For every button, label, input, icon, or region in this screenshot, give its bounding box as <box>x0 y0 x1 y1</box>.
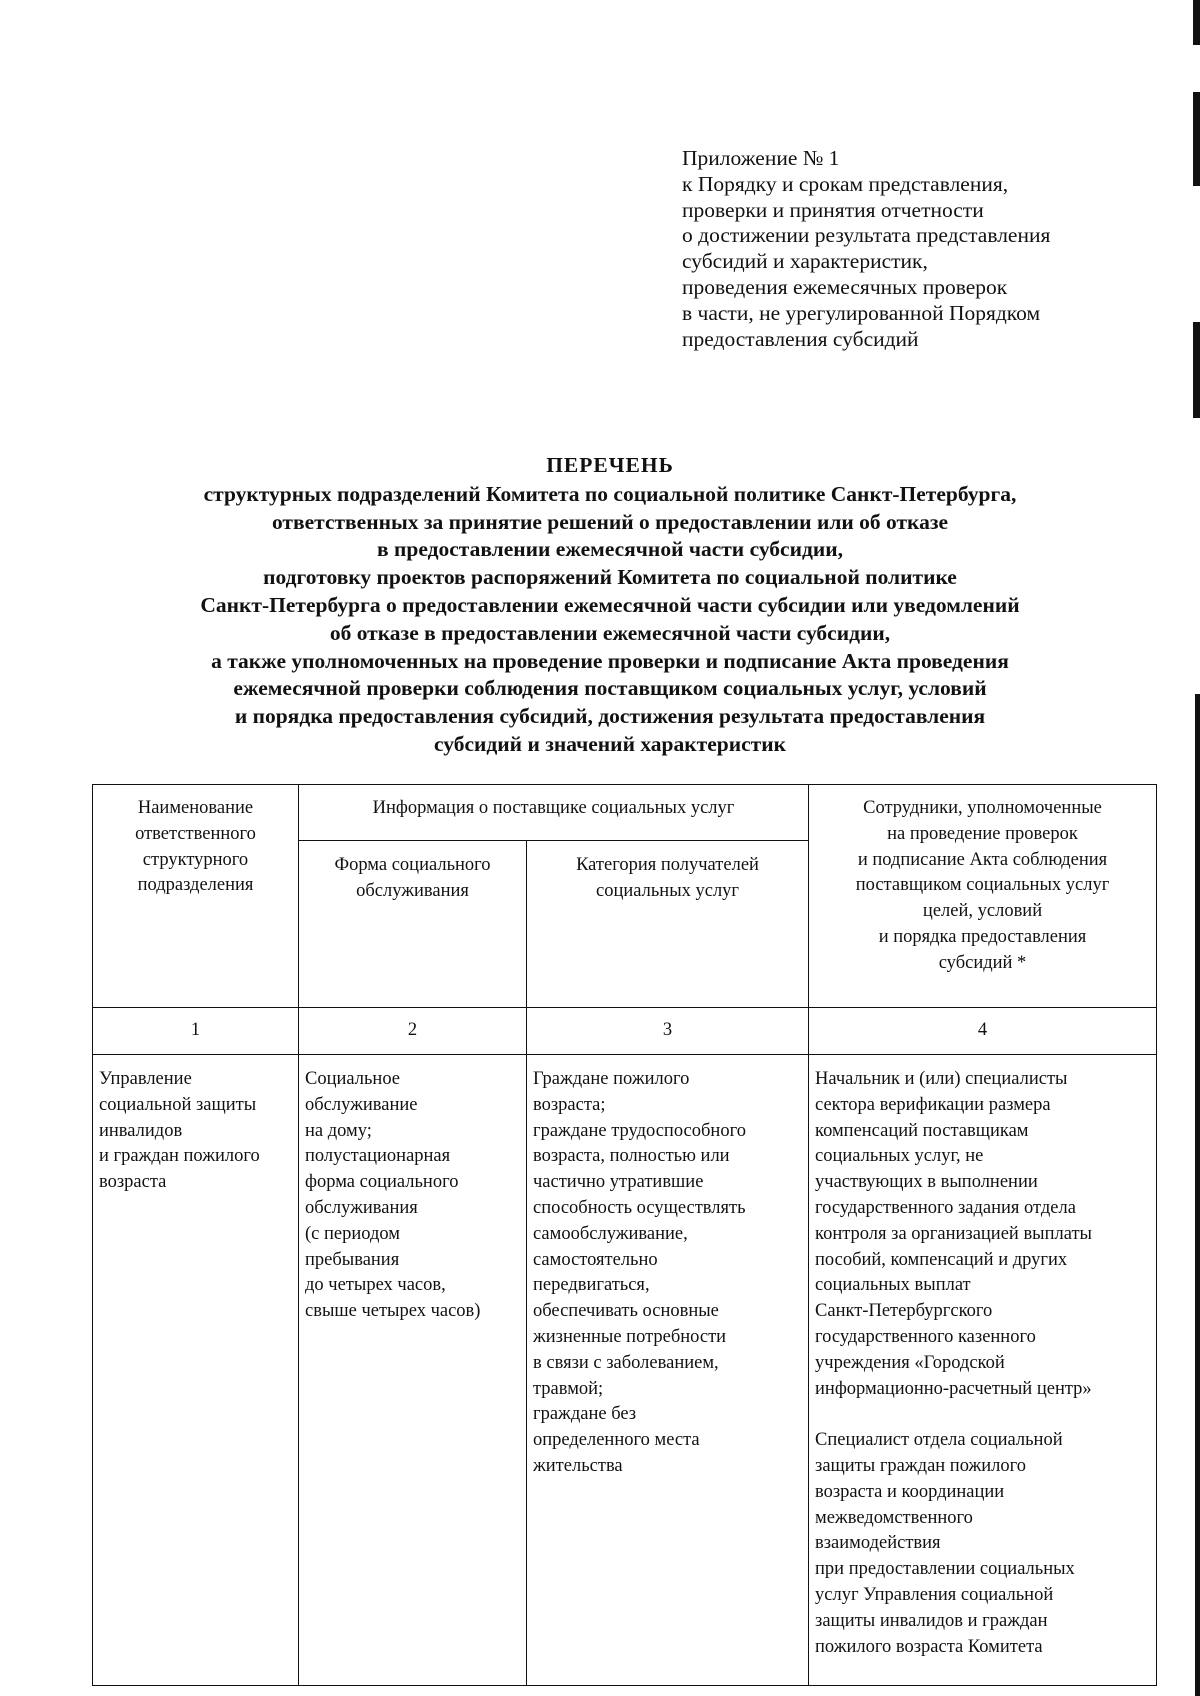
title-line: подготовку проектов распоряжений Комитета по социальной политике <box>263 565 957 590</box>
table-row <box>93 1055 1157 1686</box>
appendix-line: проверки и принятия отчетности <box>682 197 984 222</box>
cell-recipient-category: Граждане пожилого возраста; граждане трудоспособного возраста, полностью или частично утратившие способность осуществлять самообслуживание, самостоятельно передвигаться, обеспечивать основные жизненные потребности в связи с заболеванием, травмой; граждане без определенного места жительства <box>527 1055 809 1686</box>
cell-department: Управление социальной защиты инвалидов и граждан пожилого возраста <box>93 1055 299 1686</box>
appendix-line: субсидий и характеристик, <box>682 249 928 274</box>
title-line: ежемесячной проверки соблюдения поставщиком социальных услуг, условий <box>233 676 987 701</box>
cell-authorized-staff: Начальник и (или) специалисты сектора верификации размера компенсаций поставщикам социальных услуг, не участвующих в выполнении государственного задания отдела контроля за организацией выплаты пособий, компенсаций и других социальных выплат Санкт-Петербургского государственного казенного учреждения «Городской информационно-расчетный центр» Специалист отдела социальной защиты граждан пожилого возраста и координации межведомственного взаимодействия при предоставлении социальных услуг Управления социальной защиты инвалидов и граждан пожилого возраста Комитета <box>809 1055 1157 1686</box>
table-header-row <box>93 785 1157 841</box>
title-line: а также уполномоченных на проведение проверки и подписание Акта проведения <box>211 648 1009 673</box>
paragraph-gap <box>815 1402 1150 1428</box>
header-department: Наименование ответственного структурного подразделения <box>93 785 299 1008</box>
cell-service-form: Социальное обслуживание на дому; полустационарная форма социального обслуживания (с периодом пребывания до четырех часов, свыше четырех часов) <box>299 1055 527 1686</box>
appendix-line: Приложение № 1 <box>682 146 840 170</box>
table-number-row <box>93 1008 1157 1055</box>
appendix-line: в части, не урегулированной Порядком <box>682 300 1041 325</box>
column-number: 3 <box>527 1008 809 1055</box>
appendix-note <box>682 146 1050 352</box>
column-number: 1 <box>93 1008 299 1055</box>
column-number: 4 <box>809 1008 1157 1055</box>
title-line: в предоставлении ежемесячной части субсидии, <box>376 537 844 562</box>
appendix-line: предоставления субсидий <box>682 326 919 351</box>
header-provider-info: Информация о поставщике социальных услуг <box>299 785 809 841</box>
header-authorized-staff: Сотрудники, уполномоченные на проведение проверок и подписание Акта соблюдения поставщиком социальных услуг целей, условий и порядка предоставления субсидий * <box>809 785 1157 1008</box>
column-number: 2 <box>299 1008 527 1055</box>
title-line: об отказе в предоставлении ежемесячной части субсидии, <box>329 620 891 645</box>
title-line: ответственных за принятие решений о предоставлении или об отказе <box>271 509 949 534</box>
appendix-line: к Порядку и срокам представления, <box>682 171 1009 196</box>
header-recipient-category: Категория получателей социальных услуг <box>527 841 809 1008</box>
title-line: Санкт-Петербурга о предоставлении ежемесячной части субсидии или уведомлений <box>200 592 1020 617</box>
title-line: и порядка предоставления субсидий, достижения результата предоставления <box>234 704 986 729</box>
scan-edge-mark <box>1195 694 1200 1696</box>
appendix-line: о достижении результата представления <box>682 223 1051 248</box>
appendix-line: проведения ежемесячных проверок <box>682 274 1008 299</box>
departments-table <box>92 784 1157 1686</box>
scan-edge-mark <box>1193 0 1200 45</box>
document-title <box>90 452 1130 759</box>
title-line: структурных подразделений Комитета по социальной политике Санкт-Петербурга, <box>203 481 1017 506</box>
scan-edge-mark <box>1193 92 1200 186</box>
scan-edge-mark <box>1193 322 1200 418</box>
title-line: субсидий и значений характеристик <box>434 731 786 756</box>
title-heading: ПЕРЕЧЕНЬ <box>546 453 674 477</box>
header-service-form: Форма социального обслуживания <box>299 841 527 1008</box>
